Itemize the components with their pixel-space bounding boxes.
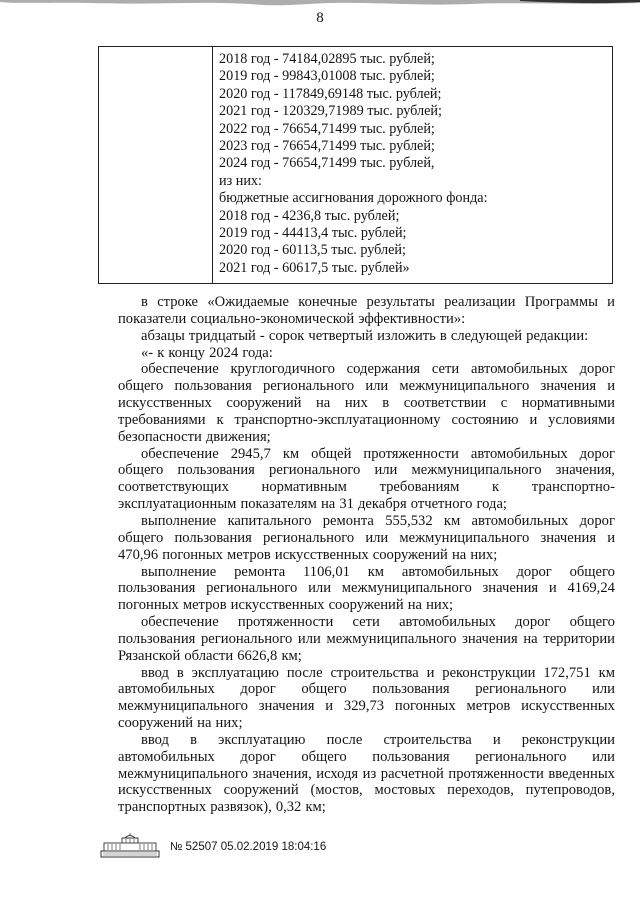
word: -	[259, 327, 265, 344]
word: погонных	[394, 698, 456, 715]
word: них;	[215, 715, 243, 732]
word: автомобильных	[401, 563, 499, 580]
word: 329,73	[343, 698, 385, 715]
word: пользования	[174, 378, 252, 395]
word: дорог	[516, 563, 552, 580]
body-line	[118, 446, 615, 463]
word: 31	[339, 496, 354, 513]
word: 2945,7	[230, 445, 271, 462]
word: строительства	[330, 664, 419, 681]
word: дорог	[515, 614, 551, 631]
word: пользования	[372, 748, 450, 765]
body-line	[118, 395, 615, 412]
body-line	[118, 564, 615, 581]
word: автомобильных	[470, 445, 568, 462]
word: пользования	[118, 580, 196, 597]
word: и	[607, 529, 615, 546]
word: или	[592, 681, 615, 698]
word: года;	[476, 496, 507, 513]
word: показателям	[240, 496, 317, 513]
word: значения	[462, 630, 518, 647]
body-line	[118, 429, 615, 446]
word: и	[548, 580, 557, 597]
word: круглогодичного	[230, 361, 335, 378]
funding-line: бюджетные ассигнования дорожного фонда:	[219, 190, 488, 207]
word: следующей	[450, 327, 523, 344]
funding-line: 2021 год - 120329,71989 тыс. рублей;	[219, 103, 442, 120]
word: значения	[258, 698, 315, 715]
word: регионального	[262, 378, 355, 395]
word: соответствии	[403, 395, 487, 412]
word: км;	[305, 799, 326, 816]
word: автомобильных	[471, 512, 569, 529]
word: «Ожидаемые	[207, 294, 289, 310]
body-line	[118, 614, 615, 631]
funding-line: 2018 год - 4236,8 тыс. рублей;	[219, 207, 400, 224]
word: сооружений	[118, 715, 194, 732]
word: регионального	[269, 462, 361, 479]
word: капитального	[227, 512, 312, 529]
word: на	[197, 715, 212, 732]
word: искусственных	[118, 395, 212, 412]
word: показатели	[118, 310, 187, 327]
body-line	[118, 782, 615, 799]
body-line	[118, 412, 615, 429]
word: на	[315, 395, 331, 412]
word: значения,	[252, 765, 312, 782]
word: редакции:	[526, 327, 589, 344]
word: погонных	[118, 597, 179, 614]
word: общего	[569, 563, 615, 580]
word: дорог	[240, 748, 276, 765]
word: общего	[301, 748, 347, 765]
word: регионального	[475, 681, 567, 698]
word: межмуниципального	[326, 630, 457, 647]
word: и	[426, 664, 435, 681]
word: декабря	[357, 496, 407, 513]
word: сети	[352, 614, 380, 631]
funding-line: 2020 год - 117849,69148 тыс. рублей;	[219, 85, 442, 102]
body-line	[118, 749, 615, 766]
word: в	[176, 664, 184, 681]
body-line	[118, 732, 615, 749]
body-line	[118, 766, 615, 783]
word: или	[365, 529, 389, 546]
word: состоянию	[451, 411, 519, 428]
body-line	[118, 580, 615, 597]
word: в	[439, 327, 447, 344]
word: них;	[426, 597, 454, 614]
word: искусственных	[274, 546, 369, 563]
word: тридцатый	[188, 327, 256, 344]
body-line	[118, 513, 615, 530]
word: из	[362, 765, 377, 782]
word: пользования	[372, 681, 450, 698]
word: реализации	[444, 294, 516, 310]
word: межмуниципального	[118, 698, 248, 715]
word: межмуниципального	[118, 765, 248, 782]
word: значения,	[555, 462, 615, 479]
word: 0,32	[275, 799, 302, 816]
word: с	[500, 395, 508, 412]
word: требованиями	[118, 411, 206, 428]
body-line	[118, 378, 615, 395]
body-line	[118, 698, 615, 715]
word: к	[216, 411, 224, 428]
funding-line: 2019 год - 99843,01008 тыс. рублей;	[219, 68, 435, 85]
body-line	[118, 294, 615, 311]
word: 2024	[209, 344, 239, 361]
body-line	[118, 530, 615, 547]
word: протяженности	[237, 614, 334, 631]
word: метров	[466, 698, 511, 715]
word: или	[592, 748, 615, 765]
word: 470,96	[118, 546, 159, 563]
word: значения	[540, 378, 597, 395]
word: общего	[301, 681, 347, 698]
word: строительства	[383, 731, 472, 748]
word: сети	[431, 361, 460, 378]
funding-line: 2020 год - 60113,5 тыс. рублей;	[219, 242, 406, 259]
word: в	[190, 731, 198, 748]
word: и	[325, 698, 334, 715]
word: нормативными	[521, 395, 615, 412]
word: выполнение	[141, 512, 217, 529]
word: социально-экономической	[190, 310, 355, 327]
word: дорог	[579, 445, 615, 462]
word: или	[374, 462, 398, 479]
word: общего	[569, 614, 615, 631]
word: путепроводов,	[525, 782, 615, 799]
word: ремонта	[234, 563, 286, 580]
scan-edge-artifact	[0, 0, 640, 10]
word: введенных	[548, 765, 615, 782]
word: эксплуатацию	[191, 664, 279, 681]
word: общего	[118, 378, 164, 395]
word: автомобильных	[118, 748, 215, 765]
word: реконструкции	[521, 731, 615, 748]
word: транспортно-	[531, 479, 615, 496]
word: автомобильных	[399, 614, 496, 631]
word: четвертый	[308, 327, 373, 344]
word: реконструкции	[442, 664, 536, 681]
word: эксплуатацию	[218, 731, 306, 748]
word: ввод	[141, 731, 169, 748]
word: регионального	[201, 630, 293, 647]
word: транспортных	[118, 799, 207, 816]
body-line	[118, 345, 615, 362]
body-line	[118, 799, 615, 816]
word: общей	[311, 445, 352, 462]
word: сорок	[268, 327, 305, 344]
body-line	[118, 681, 615, 698]
word: 172,751	[543, 664, 591, 681]
word: к	[157, 344, 165, 361]
word: и	[492, 731, 501, 748]
word: общего	[118, 529, 164, 546]
funding-line: 2021 год - 60617,5 тыс. рублей»	[219, 259, 410, 276]
word: и	[607, 294, 615, 310]
word: регионального	[206, 580, 298, 597]
body-line	[118, 631, 615, 648]
word: или	[308, 580, 332, 597]
word: ввод	[141, 664, 169, 681]
word: мостовых	[374, 782, 436, 799]
word: км;	[281, 647, 302, 664]
word: искусственных	[118, 782, 212, 799]
word: Рязанской	[118, 647, 181, 664]
word: транспортно-эксплуатационному	[234, 411, 441, 428]
word: дорог	[579, 512, 615, 529]
word: пользования	[118, 630, 196, 647]
word: км	[598, 664, 615, 681]
document-registration-number: № 52507 05.02.2019 18:04:16	[170, 841, 327, 853]
word: км	[282, 445, 300, 462]
word: к	[492, 479, 500, 496]
word: территории	[543, 630, 615, 647]
word: сооружений	[372, 546, 448, 563]
word: года:	[242, 344, 273, 361]
word: метров	[182, 597, 227, 614]
word: них	[344, 395, 368, 412]
word: метров	[227, 546, 271, 563]
word: км	[443, 512, 461, 529]
word: на	[523, 630, 538, 647]
word: после	[326, 731, 363, 748]
body-line	[118, 462, 615, 479]
word: 6626,8	[237, 647, 278, 664]
word: на	[451, 546, 467, 563]
word: развязок),	[210, 799, 272, 816]
word: безопасности	[118, 428, 202, 445]
word: пользования	[174, 529, 252, 546]
word: ремонта	[322, 512, 374, 529]
word: или	[297, 630, 321, 647]
word: на	[320, 496, 336, 513]
word: изложить	[377, 327, 436, 344]
funding-line: 2022 год - 76654,71499 тыс. рублей;	[219, 120, 435, 137]
word: расчетной	[380, 765, 444, 782]
word: обеспечение	[141, 614, 219, 631]
word: искусственных	[521, 698, 615, 715]
word: (мостов,	[310, 782, 363, 799]
word: обеспечение	[141, 361, 219, 378]
word: общего	[118, 462, 164, 479]
word: области	[184, 647, 234, 664]
word: переходов,	[447, 782, 514, 799]
word: значения	[540, 529, 597, 546]
word: межмуниципального	[411, 462, 542, 479]
document-footer	[100, 832, 400, 862]
word: значения	[482, 580, 539, 597]
funding-line: 2019 год - 44413,4 тыс. рублей;	[219, 224, 407, 241]
body-line	[118, 665, 615, 682]
body-line	[118, 361, 615, 378]
body-line	[118, 547, 615, 564]
table-column-divider	[212, 47, 213, 283]
word: пользования	[177, 462, 255, 479]
word: соответствующих	[118, 479, 229, 496]
word: км	[367, 563, 385, 580]
word: дорог	[240, 681, 276, 698]
page-number: 8	[316, 10, 324, 26]
word: в	[141, 294, 148, 310]
word: движения;	[205, 428, 271, 445]
word: 555,532	[385, 512, 433, 529]
body-text	[118, 294, 615, 816]
body-line	[118, 715, 615, 732]
word: межмуниципального	[399, 378, 530, 395]
word: исходя	[316, 765, 359, 782]
word: сооружений	[223, 782, 299, 799]
body-line	[118, 597, 615, 614]
funding-line: 2024 год - 76654,71499 тыс. рублей,	[219, 155, 435, 172]
word: регионального	[475, 748, 567, 765]
word: отчетного	[410, 496, 473, 513]
body-line	[118, 328, 615, 345]
body-line	[118, 311, 615, 328]
word: Программы	[524, 294, 598, 310]
word: строке	[157, 294, 199, 310]
word: эффективности»:	[358, 310, 466, 327]
word: или	[365, 378, 389, 395]
word: межмуниципального	[341, 580, 472, 597]
body-line	[118, 648, 615, 665]
word: 1106,01	[303, 563, 350, 580]
word: них;	[470, 546, 498, 563]
word: и	[607, 378, 615, 395]
funding-line: 2023 год - 76654,71499 тыс. рублей;	[219, 137, 435, 154]
word: регионального	[262, 529, 355, 546]
word: требованиям	[379, 479, 460, 496]
funding-line: 2018 год - 74184,02895 тыс. рублей;	[219, 51, 435, 67]
word: сооружений	[226, 395, 302, 412]
funding-table-cell	[219, 51, 488, 277]
word: автомобильных	[471, 361, 568, 378]
word: обеспечение	[141, 445, 219, 462]
word: «-	[141, 344, 154, 361]
word: нормативным	[261, 479, 347, 496]
word: дорог	[579, 361, 615, 378]
word: результаты	[366, 294, 435, 310]
word: автомобильных	[118, 681, 215, 698]
funding-line: из них:	[219, 172, 262, 189]
word: конечные	[298, 294, 358, 310]
word: погонных	[162, 546, 223, 563]
word: межмуниципального	[399, 529, 530, 546]
word: условиями	[548, 411, 615, 428]
body-line	[118, 479, 615, 496]
word: 4169,24	[567, 580, 615, 597]
word: на	[407, 597, 423, 614]
word: искусственных	[230, 597, 325, 614]
building-logo-icon	[100, 832, 162, 860]
word: содержания	[346, 361, 421, 378]
word: концу	[168, 344, 205, 361]
word: протяженности	[448, 765, 544, 782]
word: в	[382, 395, 390, 412]
word: и	[529, 411, 538, 428]
word: абзацы	[141, 327, 185, 344]
word: после	[286, 664, 323, 681]
body-line	[118, 496, 615, 513]
word: протяженности	[363, 445, 459, 462]
word: эксплуатационным	[118, 496, 237, 513]
funding-table	[98, 46, 613, 284]
word: сооружений	[328, 597, 404, 614]
word: выполнение	[141, 563, 217, 580]
